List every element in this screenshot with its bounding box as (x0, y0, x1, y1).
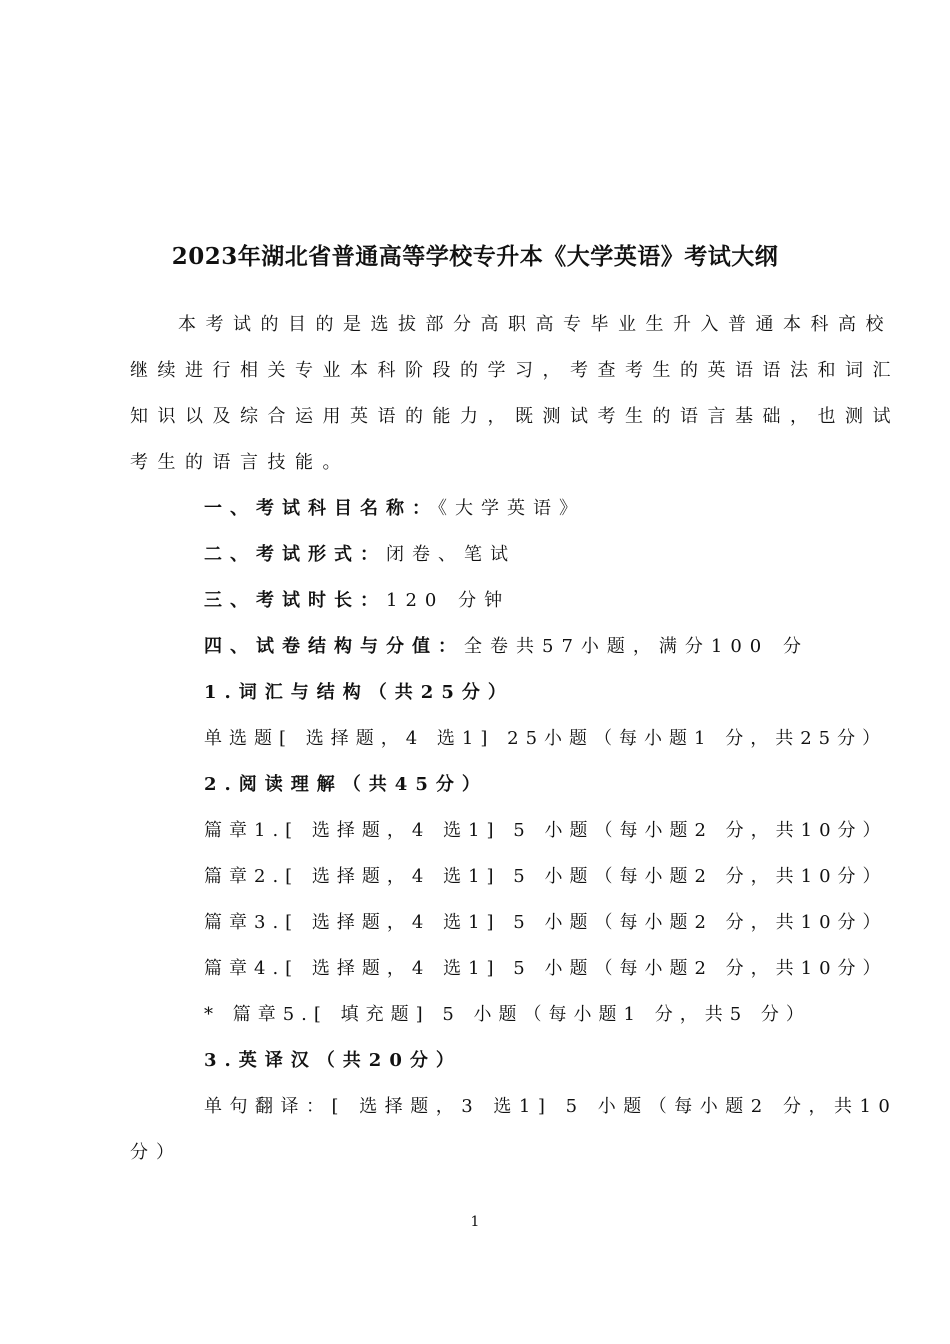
intro-line-1: 本考试的目的是选拔部分高职高专毕业生升入普通本科高校 (178, 314, 893, 335)
section-2-value: 闭卷、笔试 (386, 544, 516, 565)
section-1-value: 《大学英语》 (438, 498, 585, 519)
page-number: 1 (470, 1214, 480, 1230)
part-2-line-3: 篇章3.[ 选择题，4 选1] 5 小题（每小题2 分，共10分） (204, 912, 888, 933)
intro-line-4: 考生的语言技能。 (130, 452, 350, 473)
part-1-heading: 1.词汇与结构（共25分） (204, 682, 514, 703)
intro-line-3: 知识以及综合运用英语的能力，既测试考生的语言基础，也测试 (130, 406, 900, 427)
section-4-label: 四、试卷结构与分值： (204, 636, 464, 657)
part-3-line-1: 单句翻译：[ 选择题，3 选1] 5 小题（每小题2 分，共10 (204, 1096, 898, 1117)
part-2-line-4: 篇章4.[ 选择题，4 选1] 5 小题（每小题2 分，共10分） (204, 958, 888, 979)
part-2-line-2: 篇章2.[ 选择题，4 选1] 5 小题（每小题2 分，共10分） (204, 866, 888, 887)
part-3-heading: 3.英译汉（共20分） (204, 1050, 462, 1071)
section-1 (204, 494, 585, 520)
part-3-line-2: 分） (130, 1142, 182, 1163)
section-2 (204, 540, 516, 566)
part-2-line-5: * 篇章5.[ 填充题] 5 小题（每小题1 分，共5 分） (204, 1004, 811, 1025)
section-3-value: 120 分钟 (386, 590, 511, 611)
part-1-line: 单选题[ 选择题，4 选1] 25小题（每小题1 分，共25分） (204, 728, 888, 749)
section-4-value: 全卷共57小题，满分100 分 (464, 636, 809, 657)
part-2-line-1: 篇章1.[ 选择题，4 选1] 5 小题（每小题2 分，共10分） (204, 820, 888, 841)
part-2-heading: 2.阅读理解（共45分） (204, 774, 488, 795)
document-title: 2023年湖北省普通高等学校专升本《大学英语》考试大纲 (171, 243, 779, 270)
section-2-label: 二、考试形式： (204, 544, 386, 565)
intro-line-2: 继续进行相关专业本科阶段的学习，考查考生的英语语法和词汇 (130, 360, 900, 381)
section-3-label: 三、考试时长： (204, 590, 386, 611)
section-1-label: 一、考试科目名称： (204, 498, 438, 519)
section-3 (204, 586, 510, 612)
section-4 (204, 632, 809, 658)
